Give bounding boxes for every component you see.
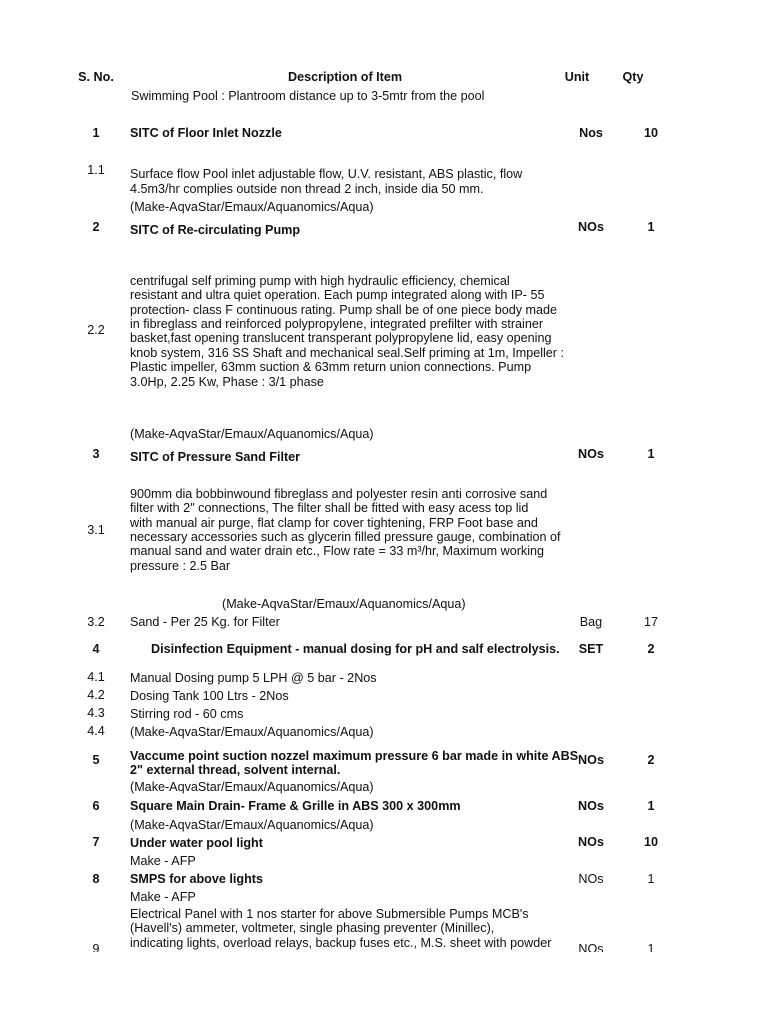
row-description-line: Vaccume point suction nozzel maximum pressure 6 bar made in white ABS	[130, 749, 579, 763]
row-description-line: resistant and ultra quiet operation. Each pump integrated along with IP- 55	[130, 288, 545, 302]
row-description-line: protection- class F continuous rating. Pump shall be of one piece body made	[130, 303, 558, 317]
row-qty: 2	[647, 642, 655, 656]
row-sno: 9	[92, 942, 100, 952]
row-description: Square Main Drain- Frame & Grille in ABS 300 x 300mm	[130, 799, 461, 813]
row-make: (Make-AqvaStar/Emaux/Aquanomics/Aqua)	[130, 427, 374, 441]
row-description-line: knob system, 316 SS Shaft and mechanical seal.Self priming at 1m, Impeller :	[130, 346, 564, 360]
row-unit: NOs	[578, 753, 604, 767]
row-qty: 1	[647, 447, 655, 461]
row-description: SITC of Floor Inlet Nozzle	[130, 126, 282, 140]
row-description: Disinfection Equipment - manual dosing for pH and salf electrolysis.	[151, 642, 560, 656]
row-unit: NOs	[578, 835, 604, 849]
row-qty: 2	[647, 753, 655, 767]
row-sno: 2	[92, 220, 100, 234]
row-qty: 1	[647, 799, 655, 813]
row-description: Dosing Tank 100 Ltrs - 2Nos	[130, 689, 289, 703]
row-qty: 17	[643, 615, 658, 629]
row-unit: NOs	[578, 220, 604, 234]
header-description: Description of Item	[288, 70, 403, 84]
row-make: Make - AFP	[130, 854, 196, 868]
row-make: (Make-AqvaStar/Emaux/Aquanomics/Aqua)	[130, 200, 374, 214]
row-make: (Make-AqvaStar/Emaux/Aquanomics/Aqua)	[130, 780, 374, 794]
row-make: (Make-AqvaStar/Emaux/Aquanomics/Aqua)	[222, 597, 466, 611]
row-sno: 4.4	[87, 724, 105, 738]
row-description: Stirring rod - 60 cms	[130, 707, 244, 721]
row-unit: NOs	[578, 942, 604, 952]
header-qty: Qty	[622, 70, 644, 84]
row-description-line: indicating lights, overload relays, backup fuses etc., M.S. sheet with powder	[130, 936, 552, 950]
row-description-line: basket,fast opening translucent transperant polypropylene lid, easy opening	[130, 331, 552, 345]
row-sno: 1	[92, 126, 100, 140]
header-unit: Unit	[564, 70, 590, 84]
row-description: Sand - Per 25 Kg. for Filter	[130, 615, 280, 629]
row-description-line: filter with 2" connections, The filter shall be fitted with easy acess top lid	[130, 501, 529, 515]
row-sno: 4.2	[87, 688, 105, 702]
row-sno: 3.2	[87, 615, 105, 629]
subtitle: Swimming Pool : Plantroom distance up to 3-5mtr from the pool	[131, 89, 485, 103]
row-qty: 1	[647, 942, 655, 952]
row-description-line: Surface flow Pool inlet adjustable flow, U.V. resistant, ABS plastic, flow	[130, 167, 523, 181]
row-description-line: centrifugal self priming pump with high hydraulic efficiency, chemical	[130, 274, 510, 288]
row-sno: 1.1	[87, 163, 105, 177]
row-sno: 4.3	[87, 706, 105, 720]
row-sno: 5	[92, 753, 100, 767]
row-description-line: in fibreglass and reinforced polypropylene, integrated prefilter with strainer	[130, 317, 544, 331]
row-description: SITC of Pressure Sand Filter	[130, 450, 301, 464]
row-description-line: with manual air purge, flat clamp for cover tightening, FRP Foot base and	[130, 516, 538, 530]
row-unit: NOs	[578, 447, 604, 461]
row-description-line: manual sand and water drain etc., Flow rate = 33 m³/hr, Maximum working	[130, 544, 545, 558]
row-qty: 1	[647, 220, 655, 234]
row-unit: NOs	[578, 799, 604, 813]
row-description-line: Plastic impeller, 63mm suction & 63mm return union connections. Pump	[130, 360, 532, 374]
row-unit: NOs	[578, 872, 604, 886]
row-unit: SET	[578, 642, 604, 656]
row-sno: 3	[92, 447, 100, 461]
row-description-line: (Havell's) ammeter, voltmeter, single phasing preventer (Minillec),	[130, 921, 495, 935]
row-sno: 6	[92, 799, 100, 813]
row-description-line: 4.5m3/hr complies outside non thread 2 inch, inside dia 50 mm.	[130, 182, 484, 196]
row-qty: 1	[647, 872, 655, 886]
row-qty: 10	[643, 835, 658, 849]
row-make: (Make-AqvaStar/Emaux/Aquanomics/Aqua)	[130, 725, 374, 739]
row-sno: 2.2	[87, 323, 105, 337]
row-make: (Make-AqvaStar/Emaux/Aquanomics/Aqua)	[130, 818, 374, 832]
header-sno: S. No.	[78, 70, 114, 84]
row-description-line: necessary accessories such as glycerin filled pressure gauge, combination of	[130, 530, 561, 544]
row-unit: Nos	[579, 126, 603, 140]
row-description: Under water pool light	[130, 836, 263, 850]
row-sno: 3.1	[87, 523, 105, 537]
row-description-line: Electrical Panel with 1 nos starter for above Submersible Pumps MCB's	[130, 907, 529, 921]
row-description-line: 3.0Hp, 2.25 Kw, Phase : 3/1 phase	[130, 375, 324, 389]
row-description-line: 2" external thread, solvent internal.	[130, 763, 341, 777]
row-description: SITC of Re-circulating Pump	[130, 223, 301, 237]
row-description-line: pressure : 2.5 Bar	[130, 559, 231, 573]
row-make: Make - AFP	[130, 890, 196, 904]
row-description-line: 900mm dia bobbinwound fibreglass and polyester resin anti corrosive sand	[130, 487, 548, 501]
row-sno: 8	[92, 872, 100, 886]
row-sno: 7	[92, 835, 100, 849]
row-unit: Bag	[579, 615, 603, 629]
row-description: Manual Dosing pump 5 LPH @ 5 bar - 2Nos	[130, 671, 377, 685]
row-qty: 10	[643, 126, 658, 140]
row-description: SMPS for above lights	[130, 872, 263, 886]
row-sno: 4	[92, 642, 100, 656]
row-sno: 4.1	[87, 670, 105, 684]
